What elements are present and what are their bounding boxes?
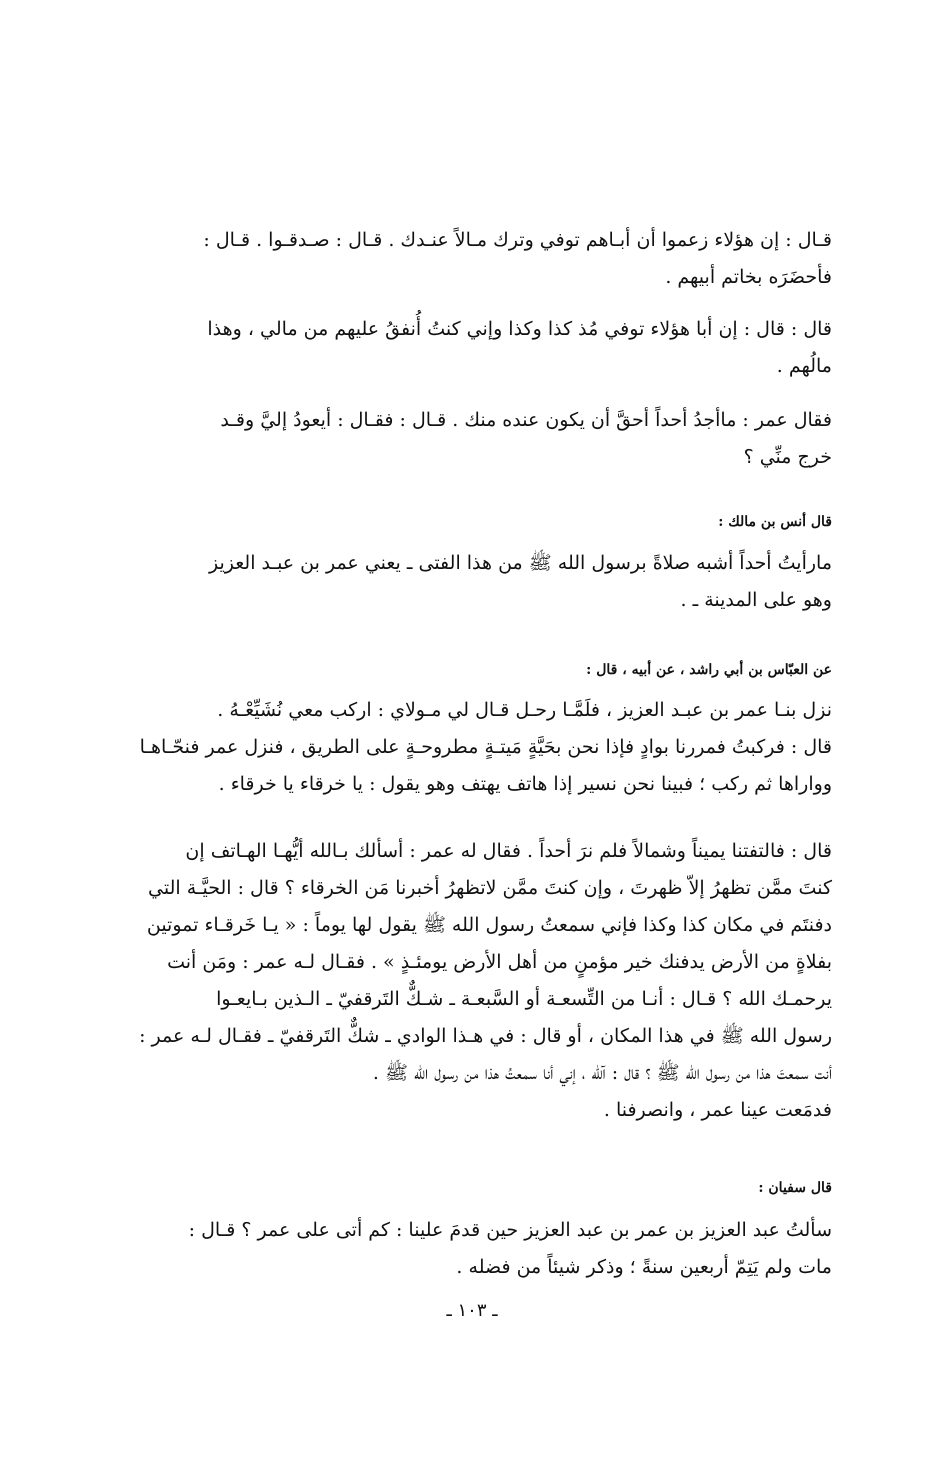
text-line: دفنتَم في مكان كذا وكذا فإني سمعتُ رسول الله ﷺ يقول لها يوماً : « يـا خَرقـاء تموتين [146, 914, 832, 936]
text-line: بفلاةٍ من الأرض يدفنك خير مؤمنٍ من أهل الأرض يومئـذٍ » . فقـال لـه عمر : ومَن أنت [167, 951, 832, 973]
paragraph-6 [112, 833, 832, 1129]
text-line: قال : فالتفتنا يميناً وشمالاً فلم نرَ أحداً . فقال له عمر : أسألك بـالله أيُّهـا الهـاتف إن [185, 840, 832, 862]
paragraph-3 [112, 402, 832, 476]
paragraph-1 [112, 222, 832, 296]
text-line: نزل بنـا عمر بن عبـد العزيز ، فلَمَّـا رحـل قـال لي مـولاي : اركب معي نُشَيِّعْـهُ . [217, 699, 832, 721]
text-line: يرحمـك الله ؟ قـال : أنـا من التِّسعـة أو السَّبعـة ـ شـكٌّ التَرقفيّ ـ الـذين بـايعـوا [216, 988, 832, 1010]
text-line: كنتَ ممَّن تظهرُ إلاّ ظهرتَ ، وإن كنتَ ممَّن لاتظهرُ أخبرنا مَن الخرقاء ؟ قال : الحيَّـة التي [148, 877, 832, 899]
section-heading: قال سفيان : [758, 1180, 832, 1196]
section-heading: قال أنس بن مالك : [718, 514, 832, 530]
paragraph-5 [112, 692, 832, 803]
text-line: مات ولم يَتِمّ أربعين سنةً ؛ وذكر شيئاً من فضله . [456, 1256, 832, 1278]
text-line: مارأيتُ أحداً أشبه صلاةً برسول الله ﷺ من هذا الفتى ـ يعني عمر بن عبـد العزيز [209, 552, 832, 574]
text-line: وهو على المدينة ـ . [680, 589, 832, 611]
text-line: أنت سمعتَ هذا من رسول الله ﷺ ؟ قال : آلله ، إني أنا سمعتُ هذا من رسول الله ﷺ . [372, 1062, 832, 1084]
text-line: قال : قال : إن أبا هؤلاء توفي مُذ كذا وكذا وإني كنتُ أُنفقُ عليهم من مالي ، وهذا [207, 318, 832, 340]
text-line: سألتُ عبد العزيز بن عمر بن عبد العزيز حين قدمَ علينا : كم أتى على عمر ؟ قـال : [188, 1219, 832, 1241]
section-heading: عن العبّاس بن أبي راشد ، عن أبيه ، قال : [586, 662, 832, 678]
paragraph-4 [112, 545, 832, 619]
text-line: خرج منِّي ؟ [743, 446, 832, 468]
paragraph-7 [112, 1212, 832, 1286]
text-line: قال : فركبتُ فمررنا بوادٍ فإذا نحن بحَيَّةٍ مَيتـةٍ مطروحـةٍ على الطريق ، فنزل عمر فنحّـاهـا [139, 736, 832, 758]
paragraph-2 [112, 311, 832, 385]
text-line: فدمَعت عينا عمر ، وانصرفنا . [603, 1099, 832, 1121]
text-line: رسول الله ﷺ في هذا المكان ، أو قال : في هـذا الوادي ـ شكٌّ التَرقفيّ ـ فقـال لـه عمر : [139, 1025, 832, 1047]
text-line: فأحضَرَه بخاتم أبيهم . [665, 266, 832, 288]
text-line: فقال عمر : ماأجدُ أحداً أحقَّ أن يكون عنده منك . قـال : فقـال : أيعودُ إليَّ وقـد [220, 409, 832, 431]
text-line: قـال : إن هؤلاء زعموا أن أبـاهم توفي وترك مـالاً عنـدك . قـال : صـدقـوا . قـال : [203, 229, 832, 251]
text-line: وواراها ثم ركب ؛ فبينا نحن نسير إذا هاتف يهتف وهو يقول : يا خرقاء يا خرقاء . [218, 773, 832, 795]
text-line: مالُهم . [776, 355, 832, 377]
page-number: ـ ١٠٣ ـ [446, 1300, 498, 1321]
